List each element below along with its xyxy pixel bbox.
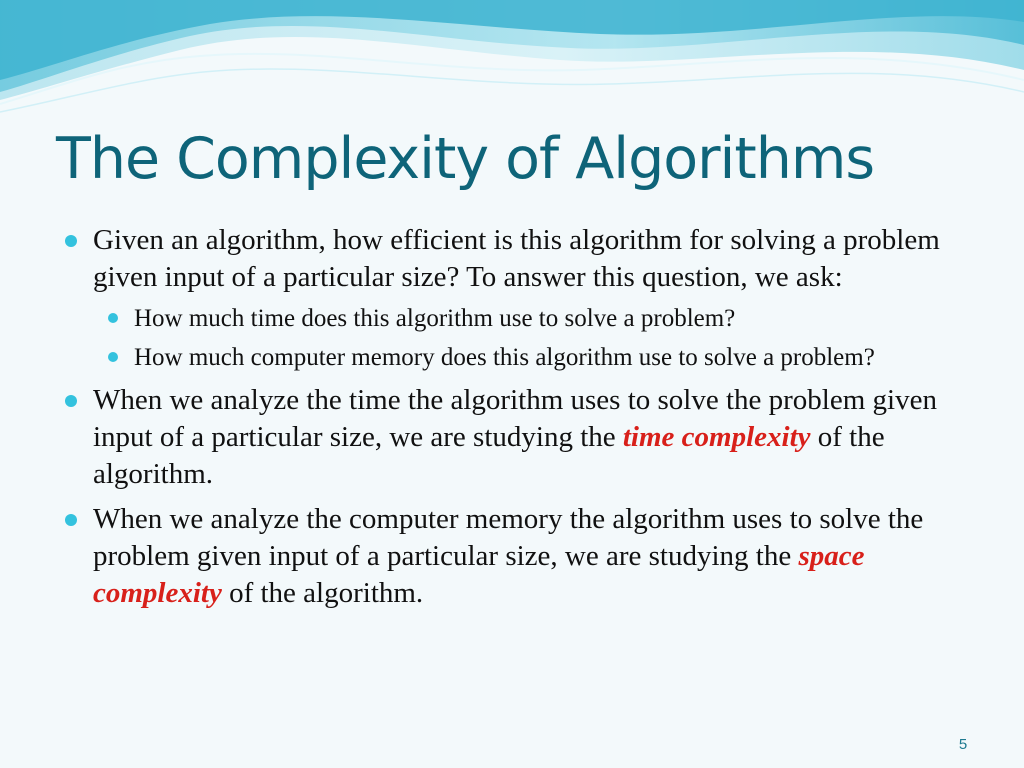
bullet-dot-icon (65, 235, 77, 247)
bullet-dot-icon (65, 395, 77, 407)
space-complexity-emphasis: space complexity (93, 540, 865, 609)
bullet-dot-icon (108, 352, 118, 362)
bullet-dot-icon (65, 514, 77, 526)
bullet-dot-icon (108, 313, 118, 323)
bullet-item (62, 222, 972, 296)
slide-number: 5 (958, 736, 968, 753)
sub-bullet-item (104, 341, 972, 374)
bullet-text-end: of the algorithm. (229, 577, 424, 609)
bullet-text: Given an algorithm, how efficient is this algorithm for solving a problem given input of a particular size? To answer this question, we ask: (93, 224, 940, 293)
bullet-list (62, 222, 972, 612)
bullet-text: When we analyze the time the algorithm uses to solve the problem given input of a particular size, we are studying the (93, 384, 937, 453)
slide-title: The Complexity of Algorithms (56, 126, 875, 192)
bullet-item (62, 501, 972, 612)
bullet-item (62, 382, 972, 493)
bullet-text: When we analyze the computer memory the algorithm uses to solve the problem given input of a particular size, we are studying the (93, 503, 924, 572)
time-complexity-emphasis: time complexity (622, 421, 811, 453)
sub-bullet-text: How much computer memory does this algorithm use to solve a problem? (134, 344, 875, 371)
bullet-text-end: of the algorithm. (93, 421, 885, 490)
header-wave-decoration (0, 0, 1024, 120)
sub-bullet-item (104, 302, 972, 335)
sub-bullet-text: How much time does this algorithm use to solve a problem? (134, 305, 736, 332)
